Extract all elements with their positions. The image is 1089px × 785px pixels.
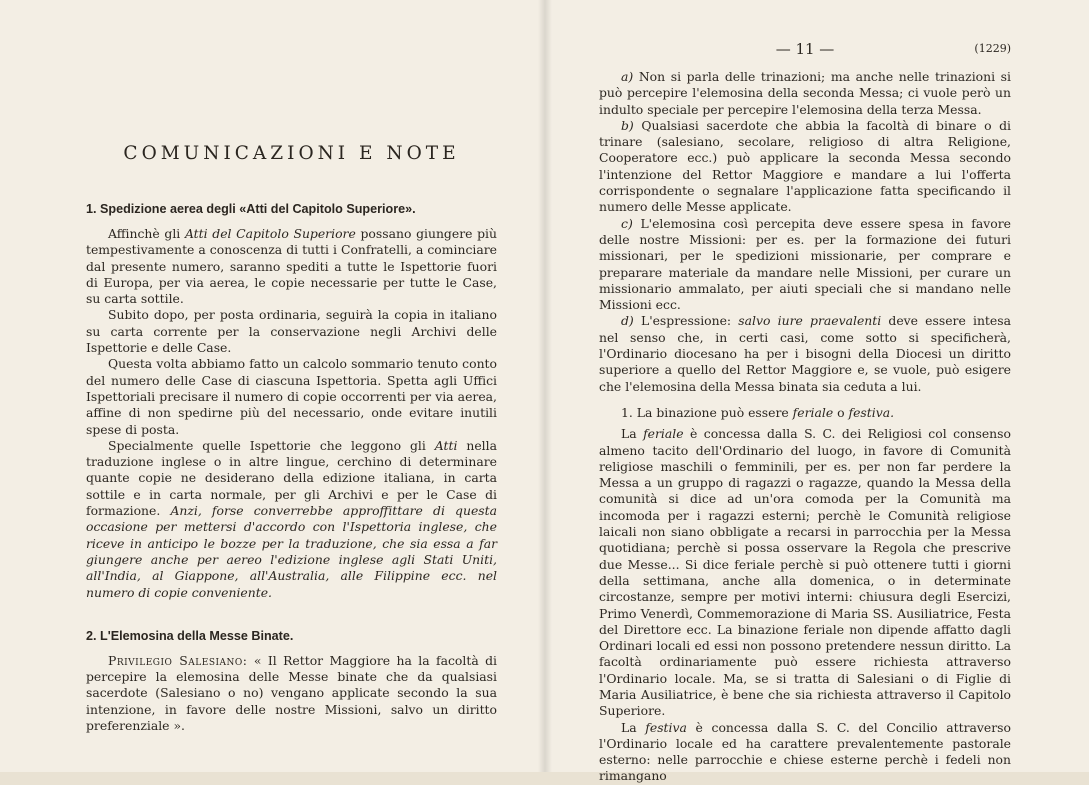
book-gutter — [538, 0, 552, 772]
paragraph-d — [599, 313, 1011, 394]
s1-p1-text-c: possano giungere più tempestivamente a conoscenza di tutti i Confratelli, a cominciare dal presente numero, saranno spediti a tutte le Ispettorie fuori di Europa, per via aerea, le copie necessarie per tutte le Case, su carta sottile. — [86, 226, 497, 307]
label-a: a) — [621, 69, 634, 84]
s1-p1-italic: Atti del Capitolo Superiore — [184, 226, 356, 241]
right-column — [599, 69, 1011, 785]
s1-paragraph-3: Questa volta abbiamo fatto un calcolo sommario tenuto conto del numero delle Case di ciascuna Ispettoria. Spetta agli Uffici Ispettoriali precisare il numero di copie occorrenti per via aerea, affine di non spedirne più del necessario, onde evitare inutili spese di posta. — [86, 356, 497, 437]
p1-text-o: o — [833, 404, 849, 420]
s1-p1-text-a: Affinchè gli — [108, 226, 185, 241]
main-heading: COMUNICAZIONI E NOTE — [123, 143, 460, 164]
text-a: Non si parla delle trinazioni; ma anche nelle trinazioni si può percepire l'elemosina della seconda Messa; ci vuole però un indulto speciale per percepire l'elemosina della terza Messa. — [599, 69, 1011, 117]
text-d-c: deve essere intesa nel senso che, in certi casi, come sotto si specificherà, l'Ordinario diocesano ha per i bisogni della Diocesi un diritto superiore a quello del Rettor Maggiore e, se vuole, può esigere che l'elemosina della Messa binata sia ceduta a lui. — [599, 313, 1011, 394]
label-b: b) — [621, 117, 634, 133]
s1-paragraph-2: Subito dopo, per posta ordinaria, seguirà la copia in italiano su carta corrente per la conservazione negli Archivi delle Ispettorie e delle Case. — [86, 307, 497, 356]
p3-italic: festiva — [645, 719, 687, 735]
s2-paragraph-1 — [86, 653, 497, 734]
text-c: L'elemosina così percepita deve essere spesa in favore delle nostre Missioni: per es. per la formazione dei futuri missionari, per le spedizioni missionarie, per comprare e preparare materiale da mandare nelle Missioni, per curare un missionario ammalato, per aiuti speciali che si mandano nelle Missioni ecc. — [599, 215, 1011, 313]
paragraph-1 — [599, 405, 1011, 421]
section-1-title: 1. Spedizione aerea degli «Atti del Capitolo Superiore». — [86, 202, 416, 216]
left-page — [0, 0, 545, 772]
p2-italic: feriale — [643, 426, 684, 442]
text-d-a: L'espressione: — [633, 313, 739, 329]
right-page — [545, 0, 1089, 784]
page-number: — 11 — — [775, 40, 835, 58]
paragraph-c — [599, 216, 1011, 314]
label-c: c) — [621, 215, 633, 231]
s1-p4-text-c: nella traduzione inglese o in altre lingue, cerchino di determinare quante copie ne desiderano della edizione italiana, in carta sottile e in carta normale, per gli Archivi e per le Case di formazione. — [86, 437, 497, 519]
s1-p4-italic-d: Anzi, forse converrebbe approffittare di questa occasione per mettersi d'accordo con l'Ispettoria inglese, che riceve in anticipo le bozze per la traduzione, che sia essa a far giungere anche per aereo l'edizione inglese agli Stati Uniti, all'India, al Giappone, all'Australia, alle Filippine ecc. nel numero di copie conveniente. — [86, 503, 498, 600]
paragraph-a — [599, 69, 1011, 118]
p3-text-c: è concessa dalla S. C. del Concilio attraverso l'Ordinario locale ed ha carattere prevalentemente pastorale esterno: nelle parrocchie e chiese esterne perchè i fedeli non rimangano — [599, 719, 1011, 784]
page-reference: (1229) — [974, 42, 1011, 55]
p3-text-a: La — [621, 719, 646, 735]
p2-text-a: La — [621, 426, 644, 442]
s1-p4-italic-atti: Atti — [434, 437, 458, 453]
text-b: Qualsiasi sacerdote che abbia la facoltà di binare o di trinare (salesiano, secolare, religioso di altra Religione, Cooperatore ecc.) può applicare la seconda Messa secondo l'intenzione del Rettor Maggiore e mandare a lui l'offerta corrispondente o segnalare l'applicazione fatta specificando il numero delle Messe applicate. — [599, 117, 1011, 215]
p2-text-c: è concessa dalla S. C. dei Religiosi col consenso almeno tacito dell'Ordinario del luogo, in favore di Comunità religiose maschili o femminili, per es. per non far perdere la Messa a un gruppo di ragazzi o ragazze, quando la Messa della comunità si dice ad un'ora comoda per la Comunità ma incomoda per i ragazzi esterni; perchè le Comunità religiose laicali non siano obbligate a recarsi in parrocchia per la Messa quotidiana; perchè si possa osservare la Regola che prescrive due Messe... Si dice feriale perchè si può ottenere tutti i giorni della settimana, anche alla domenica, o in determinate circostanze, sempre per motivi interni: chiusura degli Esercizi, Primo Venerdì, Commemorazione di Maria SS. Ausiliatrice, Festa del Direttore ecc. La binazione feriale non dipende affatto dagli Ordinari locali ed essi non possono pretendere nessun diritto. La facoltà ordinariamente può essere richiesta attraverso l'Ordinario locale. Ma, se si tratta di Salesiani o di Figlie di Maria Ausiliatrice, è bene che sia richiesta attraverso il Capitolo Superiore. — [599, 426, 1011, 719]
page-header — [599, 40, 1011, 58]
paragraph-festiva — [599, 720, 1011, 785]
s2-p1-text: « Il Rettor Maggiore ha la facoltà di percepire la elemosina delle Messe binate che da qualsiasi sacerdote (Salesiano o no) vengano applicate secondo la sua intenzione, in favore delle nostre Missioni, salvo un diritto preferenziale ». — [86, 652, 497, 734]
p1-text-a: 1. La binazione può essere — [621, 404, 793, 420]
paragraph-feriale — [599, 426, 1011, 719]
paragraph-b — [599, 118, 1011, 216]
s1-paragraph-4 — [86, 438, 497, 601]
s1-paragraph-1 — [86, 226, 497, 307]
section-2-title: 2. L'Elemosina della Messe Binate. — [86, 628, 294, 643]
text-d-italic: salvo iure praevalenti — [738, 313, 882, 329]
label-d: d) — [621, 313, 634, 329]
p1-italic-festiva: festiva. — [848, 404, 895, 420]
s1-p4-text-a: Specialmente quelle Ispettorie che leggono gli — [108, 437, 435, 453]
p1-italic-feriale: feriale — [792, 404, 834, 420]
left-column — [86, 202, 497, 734]
s2-p1-smallcaps: Privilegio Salesiano: — [108, 652, 248, 668]
